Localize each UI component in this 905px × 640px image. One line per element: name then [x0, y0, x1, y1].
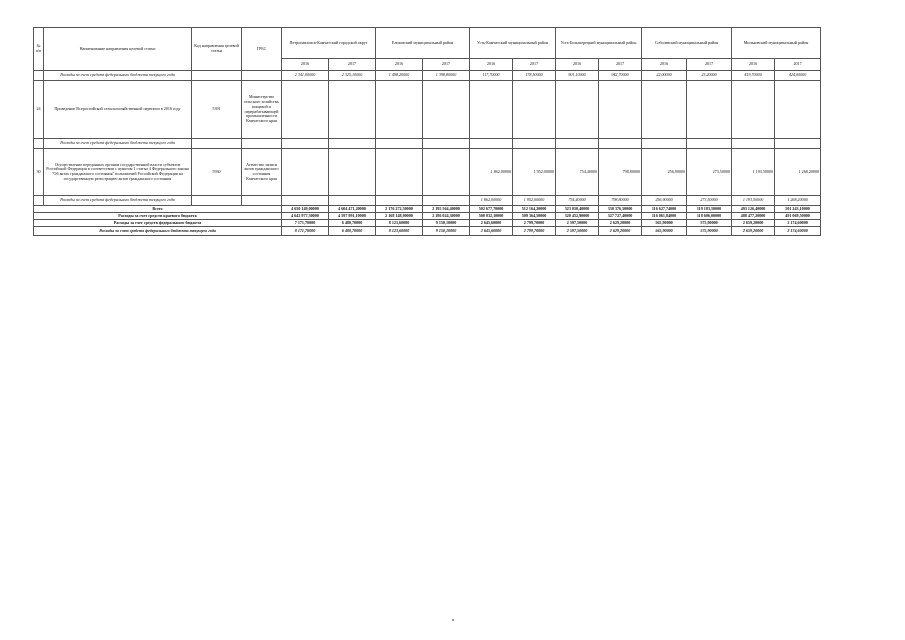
value-cell: 6 480,70000 [329, 220, 376, 227]
value-cell: 2 799,70000 [513, 220, 556, 227]
header-grbs: ГРБС [242, 28, 282, 71]
header-district: Усть-Камчатский муниципальный район [470, 28, 556, 59]
value-cell: 502 677,70000 [470, 206, 513, 213]
table-row-federal-current [34, 227, 821, 236]
value-cell: 754,40000 [556, 149, 599, 196]
year-header: 2016 [556, 59, 599, 71]
header-district: Мильковский муниципальный район [732, 28, 821, 59]
value-cell: 117,70000 [470, 71, 513, 81]
value-cell: 256,90000 [642, 149, 687, 196]
value-cell: 491 069,50000 [775, 213, 821, 220]
header-name: Наименование направления целевой статьи [44, 28, 192, 71]
value-cell: 500 032,10000 [470, 213, 513, 220]
value-cell: 2 799,70000 [513, 227, 556, 236]
value-cell: 424,00000 [775, 71, 821, 81]
row-label: Расходы за счет средств федерального бюджета текущего года [44, 139, 192, 149]
value-cell: 4 604 471,20000 [329, 206, 376, 213]
year-header: 2017 [775, 59, 821, 71]
value-cell: 512 164,20000 [513, 206, 556, 213]
value-cell: 509 364,50000 [513, 213, 556, 220]
value-cell: 118 606,00000 [687, 213, 732, 220]
value-cell: 2 629,20000 [599, 220, 642, 227]
year-header: 2017 [687, 59, 732, 71]
value-cell: 419,70000 [732, 71, 775, 81]
header-district: Усть-Большерецкий муниципальный район [556, 28, 642, 59]
value-cell: 575,90000 [687, 227, 732, 236]
value-cell: 565,90000 [642, 220, 687, 227]
row-label: Расходы за счет средств федерального бюджета текущего года [34, 227, 282, 236]
row-label: Расходы за счет средств федерального бюджета текущего года [44, 71, 192, 81]
value-cell: 565,90000 [642, 227, 687, 236]
value-cell: 256,90000 [642, 196, 687, 206]
value-cell: 798,80000 [599, 196, 642, 206]
table-row-federal [34, 220, 821, 227]
value-cell: 2 341,00000 [282, 71, 329, 81]
year-header: 2016 [642, 59, 687, 71]
value-cell: 2 659,20000 [732, 227, 775, 236]
value-cell: 754,40000 [556, 196, 599, 206]
table-row-regional [34, 213, 821, 220]
table-row-federal-24 [34, 139, 821, 149]
value-cell: 4 642 977,30000 [282, 213, 329, 220]
value-cell: 2 325,10000 [329, 71, 376, 81]
value-cell: 116 061,84000 [642, 213, 687, 220]
header-district: Петропавловск-Камчатский городской округ [282, 28, 376, 59]
row-code: 5391 [192, 81, 242, 139]
value-cell: 2 597,50000 [556, 220, 599, 227]
value-cell: 9 150,10000 [423, 220, 470, 227]
value-cell [423, 196, 470, 206]
value-cell: 327 727,40000 [599, 213, 642, 220]
value-cell: 273,50000 [687, 196, 732, 206]
table-row-total [34, 206, 821, 213]
value-cell: 1 952,00000 [513, 196, 556, 206]
header-num: № п/п [34, 28, 44, 71]
value-cell [282, 149, 329, 196]
row-name: Осуществление переданных органам государственной власти субъектов Российской Федерации в соответствии с пунктом 1 статьи 4 Федерального закона "Об актах гражданского состояния" полномочий Российской Федерации на государственную регистрацию актов гражданского состояния [44, 149, 192, 196]
value-cell: 901,10000 [556, 71, 599, 81]
row-code: 5930 [192, 149, 242, 196]
year-header: 2016 [470, 59, 513, 71]
year-header: 2016 [376, 59, 423, 71]
table-row-federal-30 [34, 196, 821, 206]
header-row [34, 28, 821, 59]
value-cell [376, 196, 423, 206]
value-cell: 2 174,60000 [775, 227, 821, 236]
value-cell: 8 171,70000 [282, 227, 329, 236]
header-district: Соболевский муниципальный район [642, 28, 732, 59]
value-cell: 488 477,20000 [732, 213, 775, 220]
value-cell: 1 268,20000 [775, 196, 821, 206]
value-cell: 1 862,00000 [470, 196, 513, 206]
value-cell: 4 650 149,00000 [282, 206, 329, 213]
value-cell: 273,50000 [687, 149, 732, 196]
value-cell: 1 498,20000 [376, 71, 423, 81]
value-cell [329, 196, 376, 206]
row-label: Расходы за счет средств федерального бюджета текущего года [44, 196, 192, 206]
value-cell: 8 123,60000 [376, 227, 423, 236]
header-district: Елизовский муниципальный район [376, 28, 470, 59]
value-cell: 320 452,90000 [556, 213, 599, 220]
value-cell [282, 196, 329, 206]
value-cell: 575,90000 [687, 220, 732, 227]
value-cell: 2 597,50000 [556, 227, 599, 236]
value-cell: 2 176 272,50000 [376, 206, 423, 213]
value-cell [423, 149, 470, 196]
value-cell: 6 480,70000 [329, 227, 376, 236]
value-cell: 22,00000 [642, 71, 687, 81]
value-cell: 1 268,20000 [775, 149, 821, 196]
year-header: 2017 [423, 59, 470, 71]
row-number: 24 [34, 81, 44, 139]
value-cell: 501 243,10000 [775, 206, 821, 213]
table-row-30 [34, 149, 821, 196]
value-cell: 2 174,60000 [775, 220, 821, 227]
value-cell: 2 186 024,30000 [423, 213, 470, 220]
year-header: 2017 [329, 59, 376, 71]
value-cell: 493 126,40000 [732, 206, 775, 213]
value-cell: 330 376,50000 [599, 206, 642, 213]
value-cell: 798,80000 [599, 149, 642, 196]
value-cell: 942,70000 [599, 71, 642, 81]
row-label: Расходы за счет средств федерального бюджета [34, 220, 282, 227]
value-cell: 1 952,00000 [513, 149, 556, 196]
budget-table [33, 27, 821, 236]
value-cell: 4 597 991,10000 [329, 213, 376, 220]
year-header: 2016 [732, 59, 775, 71]
page-marker [452, 619, 454, 621]
value-cell: 2 629,20000 [599, 227, 642, 236]
table-row-federal-subtotal [34, 71, 821, 81]
value-cell: 1 862,00000 [470, 149, 513, 196]
row-number: 30 [34, 149, 44, 196]
table-row-24 [34, 81, 821, 139]
year-header: 2017 [513, 59, 556, 71]
value-cell: 2 645,60000 [470, 220, 513, 227]
value-cell: 9 150,10000 [423, 227, 470, 236]
value-cell: 2 195 564,40000 [423, 206, 470, 213]
value-cell: 2 645,60000 [470, 227, 513, 236]
row-grbs: Агентство записи актов гражданского состояния Камчатского края [242, 149, 282, 196]
row-grbs: Министерство сельского хозяйства, пищевой и перерабатывающей промышленности Камчатского края [242, 81, 282, 139]
value-cell: 2 659,20000 [732, 220, 775, 227]
year-header: 2016 [282, 59, 329, 71]
budget-table-sheet [33, 27, 820, 236]
row-label: Расходы за счет средств краевого бюджета [34, 213, 282, 220]
row-name: Проведение Всероссийской сельскохозяйственной переписи в 2016 году [44, 81, 192, 139]
value-cell: 1 193,50000 [732, 196, 775, 206]
row-label: Всего [34, 206, 282, 213]
value-cell [329, 149, 376, 196]
header-code: Код направления целевой статьи [192, 28, 242, 71]
value-cell: 323 050,40000 [556, 206, 599, 213]
value-cell: 1 398,80000 [423, 71, 470, 81]
value-cell: 23,20000 [687, 71, 732, 81]
value-cell: 7 171,70000 [282, 220, 329, 227]
value-cell: 8 123,60000 [376, 220, 423, 227]
year-header: 2017 [599, 59, 642, 71]
value-cell: 2 168 148,90000 [376, 213, 423, 220]
value-cell: 178,50000 [513, 71, 556, 81]
value-cell [376, 149, 423, 196]
value-cell: 119 183,50000 [687, 206, 732, 213]
value-cell: 116 627,74000 [642, 206, 687, 213]
value-cell: 1 193,50000 [732, 149, 775, 196]
